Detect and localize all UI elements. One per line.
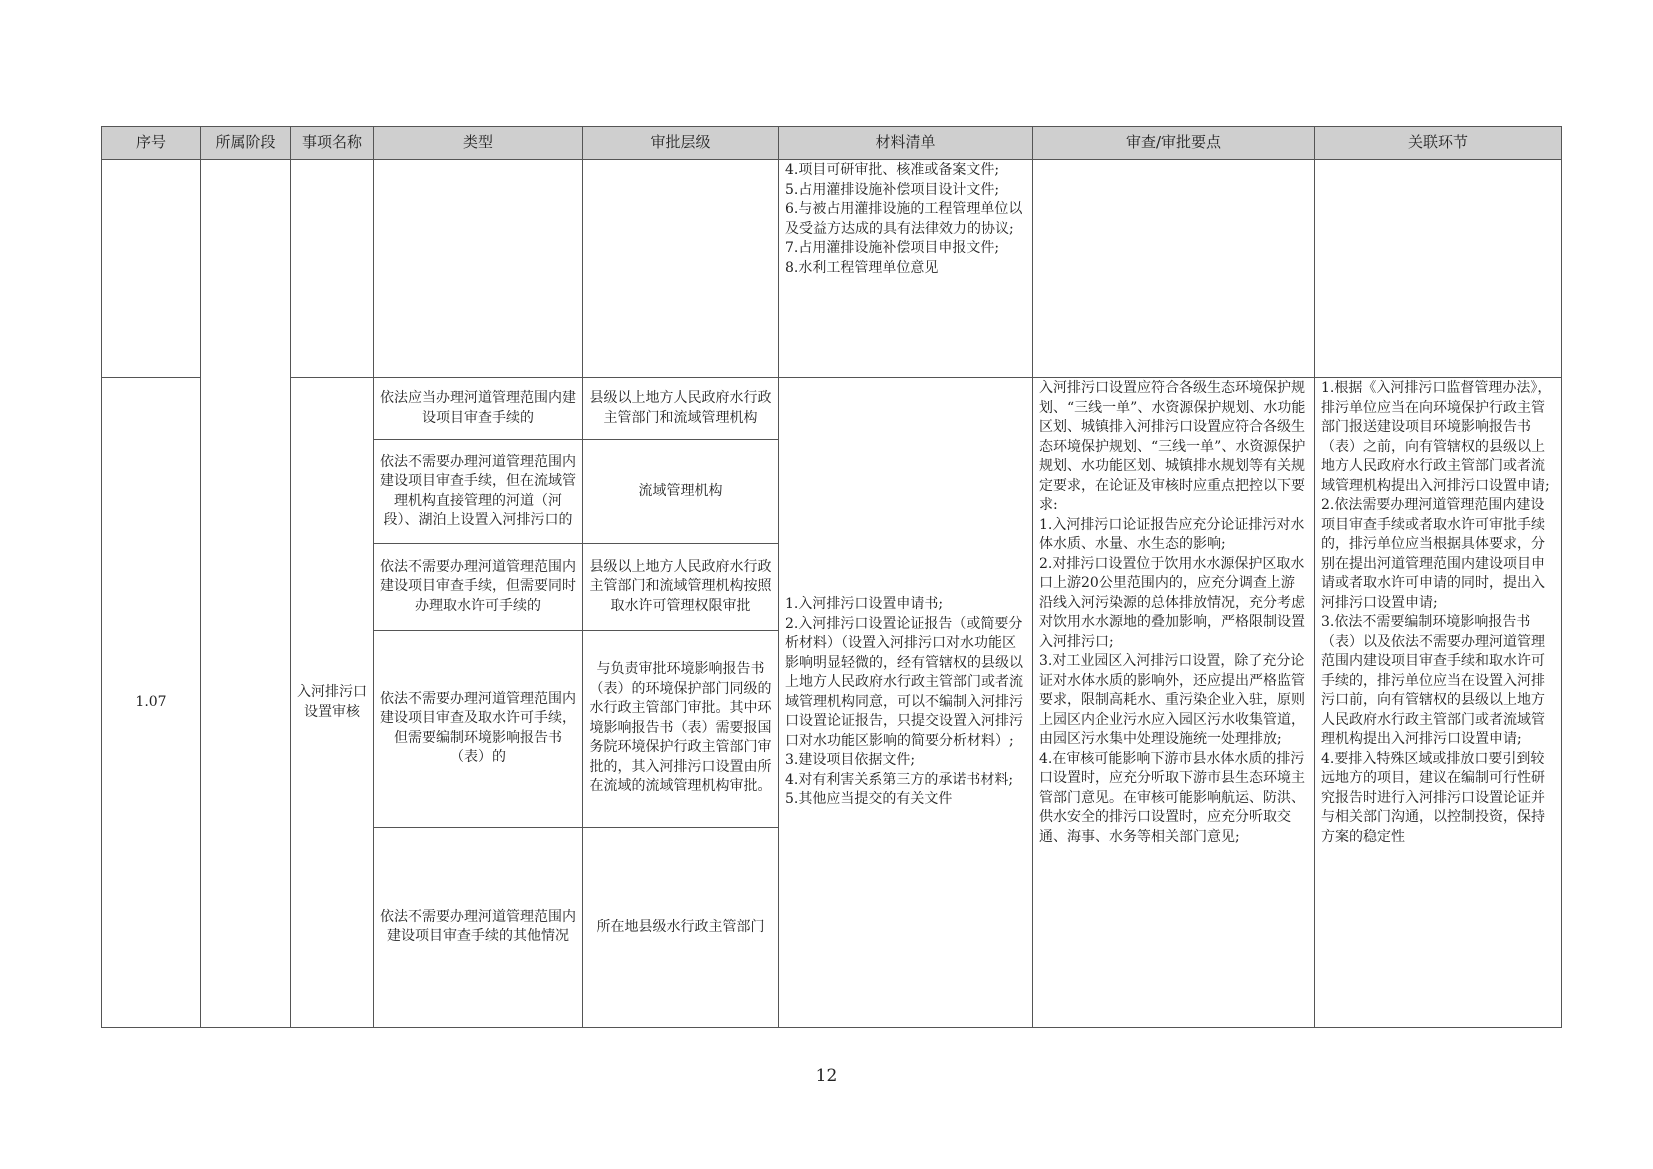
item-type: 依法应当办理河道管理范围内建设项目审查手续的 <box>374 378 583 440</box>
item-review-points: 入河排污口设置应符合各级生态环境保护规划、“三线一单”、水资源保护规划、水功能区划、城镇排入河排污口设置应符合各级生态环境保护规划、“三线一单”、水资源保护规划、水功能区划、城镇排水规划等有关规定要求，在论证及审核时应重点把控以下要求: 1.入河排污口论证报告应充分论证排污对水体水质、水量、水生态的影响; 2.对排污口设置位于饮用水水源保护区取水口上游20公里范围内的，应充分调查上游沿线入河污染源的总体排放情况，充分考虑对饮用水水源地的叠加影响，严格限制设置入河排污口; 3.对工业园区入河排污口设置，除了充分论证对水体水质的影响外，还应提出严格监管要求，限制高耗水、重污染企业入驻，原则上园区内企业污水应入园区污水收集管道，由园区污水集中处理设施统一处理排放; 4.在审核可能影响下游市县水体水质的排污口设置时，应充分听取下游市县生态环境主管部门意见。在审核可能影响航运、防洪、供水安全的排污口设置时，应充分听取交通、海事、水务等相关部门意见; <box>1033 378 1315 1028</box>
item-name: 入河排污口设置审核 <box>291 378 374 1028</box>
continued-seq-cell <box>102 160 201 378</box>
continued-review-cell <box>1033 160 1315 378</box>
table-header-row <box>102 127 1562 160</box>
table-row-continued <box>102 160 1562 378</box>
continued-level-cell <box>583 160 779 378</box>
continued-type-cell <box>374 160 583 378</box>
item-materials: 1.入河排污口设置申请书; 2.入河排污口设置论证报告（或简要分析材料）（设置入河排污口对水功能区影响明显轻微的，经有管辖权的县级以上地方人民政府水行政主管部门或者流域管理机构同意，可以不编制入河排污口设置论证报告，只提交设置入河排污口对水功能区影响的简要分析材料）; 3.建设项目依据文件; 4.对有利害关系第三方的承诺书材料; 5.其他应当提交的有关文件 <box>779 378 1033 1028</box>
item-related: 1.根据《入河排污口监督管理办法》，排污单位应当在向环境保护行政主管部门报送建设项目环境影响报告书（表）之前，向有管辖权的县级以上地方人民政府水行政主管部门或者流域管理机构提出入河排污口设置申请; 2.依法需要办理河道管理范围内建设项目审查手续或者取水许可审批手续的，排污单位应当根据具体要求，分别在提出河道管理范围内建设项目申请或者取水许可申请的同时，提出入河排污口设置申请; 3.依法不需要编制环境影响报告书（表）以及依法不需要办理河道管理范围内建设项目审查手续和取水许可手续的，排污单位应当在设置入河排污口前，向有管辖权的县级以上地方人民政府水行政主管部门或者流域管理机构提出入河排污口设置申请; 4.要排入特殊区域或排放口要引到较远地方的项目，建议在编制可行性研究报告时进行入河排污口设置论证并与相关部门沟通，以控制投资，保持方案的稳定性 <box>1315 378 1562 1028</box>
continued-name-cell <box>291 160 374 378</box>
header-review-points: 审查/审批要点 <box>1033 127 1315 160</box>
item-type: 依法不需要办理河道管理范围内建设项目审查手续的其他情况 <box>374 827 583 1027</box>
item-type: 依法不需要办理河道管理范围内建设项目审查手续，但在流域管理机构直接管理的河道（河段）、湖泊上设置入河排污口的 <box>374 440 583 544</box>
item-level: 所在地县级水行政主管部门 <box>583 827 779 1027</box>
stage-cell <box>201 160 291 1028</box>
item-level: 流域管理机构 <box>583 440 779 544</box>
header-materials: 材料清单 <box>779 127 1033 160</box>
item-level: 与负责审批环境影响报告书（表）的环境保护部门同级的水行政主管部门审批。其中环境影响报告书（表）需要报国务院环境保护行政主管部门审批的，其入河排污口设置由所在流域的流域管理机构审批。 <box>583 630 779 827</box>
table-row <box>102 378 1562 440</box>
header-related: 关联环节 <box>1315 127 1562 160</box>
header-stage: 所属阶段 <box>201 127 291 160</box>
header-seq: 序号 <box>102 127 201 160</box>
header-item-name: 事项名称 <box>291 127 374 160</box>
continued-materials-cell: 4.项目可研审批、核准或备案文件; 5.占用灌排设施补偿项目设计文件; 6.与被占用灌排设施的工程管理单位以及受益方达成的具有法律效力的协议; 7.占用灌排设施补偿项目申报文件; 8.水利工程管理单位意见 <box>779 160 1033 378</box>
page-number: 12 <box>815 1066 838 1086</box>
item-level: 县级以上地方人民政府水行政主管部门和流域管理机构按照取水许可管理权限审批 <box>583 544 779 630</box>
item-seq: 1.07 <box>102 378 201 1028</box>
item-type: 依法不需要办理河道管理范围内建设项目审查手续，但需要同时办理取水许可手续的 <box>374 544 583 630</box>
item-type: 依法不需要办理河道管理范围内建设项目审查及取水许可手续，但需要编制环境影响报告书（表）的 <box>374 630 583 827</box>
header-type: 类型 <box>374 127 583 160</box>
approval-items-table <box>101 126 1562 1028</box>
continued-related-cell <box>1315 160 1562 378</box>
header-approval-level: 审批层级 <box>583 127 779 160</box>
item-level: 县级以上地方人民政府水行政主管部门和流域管理机构 <box>583 378 779 440</box>
